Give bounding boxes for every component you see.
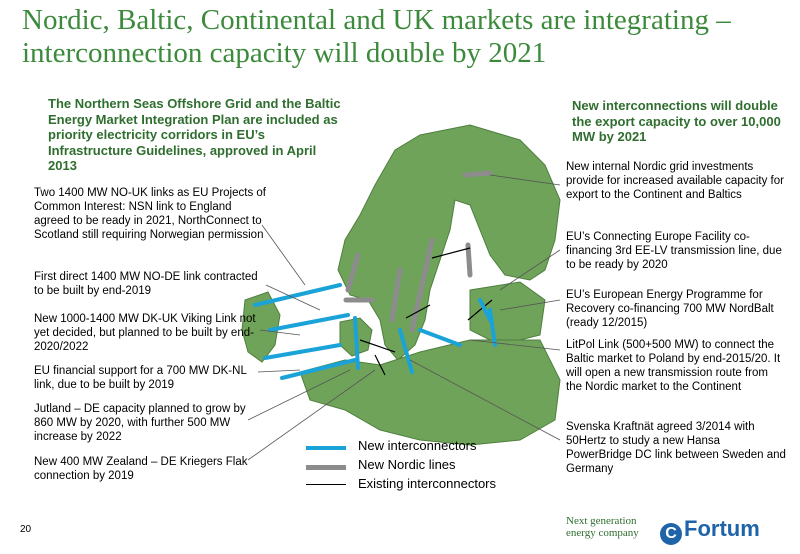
legend-item-existing-interconnectors <box>306 476 526 492</box>
legend-label: Existing interconnectors <box>358 476 497 491</box>
note-dk-nl: EU financial support for a 700 MW DK-NL link, due to be built by 2019 <box>34 365 247 391</box>
note-hansa: Svenska Kraftnät agreed 3/2014 with 50Hertz to study a new Hansa PowerBridge DC link between Sweden and Germany <box>566 421 786 475</box>
note-jutland-de: Jutland – DE capacity planned to grow by 860 MW by 2020, with further 500 MW increase by 2022 <box>34 403 246 443</box>
note-dk-uk: New 1000-1400 MW DK-UK Viking Link not yet decided, but planned to be built by end-2020/2022 <box>34 313 256 353</box>
note-litpol: LitPol Link (500+500 MW) to connect the Baltic market to Poland by end-2015/20. It will open a new transmission route from the Nordic market to the Continent <box>566 339 781 393</box>
note-nordic-grid: New internal Nordic grid investments provide for increased available capacity for export to the Continent and Baltics <box>566 161 784 201</box>
legend-item-new-nordic-lines <box>306 457 526 473</box>
legend-label: New interconnectors <box>358 438 477 453</box>
page-title: Nordic, Baltic, Continental and UK markets are integrating – interconnection capacity will double by 2021 <box>22 4 731 69</box>
note-nordbalt: EU’s European Energy Programme for Recovery co-financing 700 MW NordBalt (ready 12/2015) <box>566 289 774 329</box>
intro-text: The Northern Seas Offshore Grid and the Baltic Energy Market Integration Plan are included as priority electricity corridors in EU’s Infrastructure Guidelines, approved in April 2013 <box>48 96 341 173</box>
continent-land <box>300 340 560 445</box>
page-number: 20 <box>20 524 32 535</box>
note-ee-lv: EU’s Connecting Europe Facility co-financing 3rd EE-LV transmission line, due to be ready by 2020 <box>566 231 782 271</box>
legend-swatch <box>306 446 346 450</box>
baltics-land <box>470 282 545 345</box>
note-no-uk: Two 1400 MW NO-UK links as EU Projects of Common Interest: NSN link to England agreed to be ready in 2021, NorthConnect to Scotland still requiring Norwegian permission <box>34 187 266 241</box>
legend-swatch <box>306 465 346 470</box>
right-header: New interconnections will double the export capacity to over 10,000 MW by 2021 <box>572 98 781 144</box>
legend-label: New Nordic lines <box>358 457 456 472</box>
logo-text: Fortum <box>684 516 760 541</box>
fortum-logo-icon: C <box>660 523 682 545</box>
legend-swatch <box>306 484 346 485</box>
tagline: Next generation energy company <box>566 515 639 539</box>
note-no-de: First direct 1400 MW NO-DE link contracted to be built by end-2019 <box>34 271 258 297</box>
legend-item-new-interconnectors <box>306 438 526 454</box>
note-zealand-de: New 400 MW Zealand – DE Kriegers Flak connection by 2019 <box>34 456 248 482</box>
fortum-logo <box>660 516 760 545</box>
